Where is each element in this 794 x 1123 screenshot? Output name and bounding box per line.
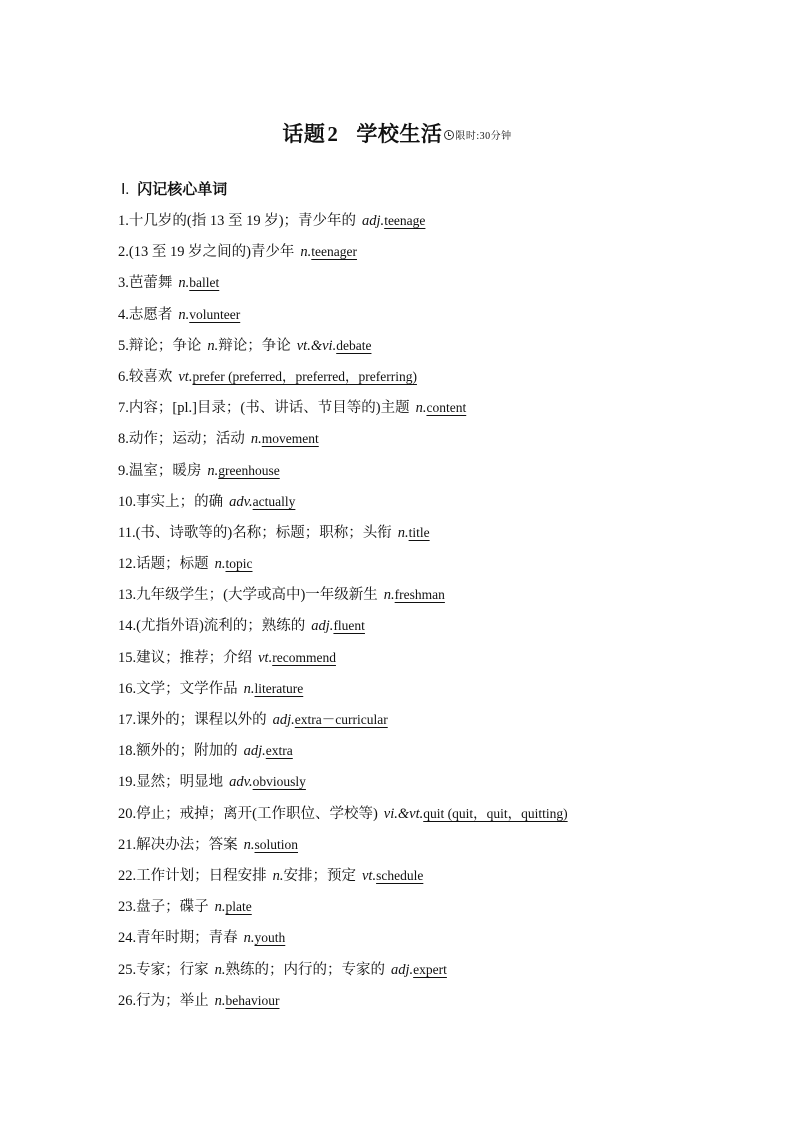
item-pos-secondary: adj. bbox=[391, 961, 414, 978]
item-pos-secondary: vt.&vi. bbox=[296, 337, 337, 354]
item-number: 14. bbox=[118, 618, 137, 635]
item-chinese: 停止；戒掉；离开(工作职位、学校等) bbox=[136, 805, 378, 822]
item-chinese: 解决办法；答案 bbox=[136, 836, 238, 853]
item-chinese: 事实上；的确 bbox=[136, 493, 224, 510]
item-answer: obviously bbox=[252, 774, 306, 790]
vocab-item bbox=[118, 205, 758, 236]
item-number: 25. bbox=[118, 961, 137, 978]
item-pos: n. bbox=[397, 524, 409, 541]
vocab-item bbox=[118, 455, 758, 486]
item-answer: prefer (preferred，preferred，preferring) bbox=[192, 368, 417, 384]
topic-name: 学校生活 bbox=[356, 122, 443, 146]
item-answer: youth bbox=[254, 930, 286, 946]
item-number: 4. bbox=[118, 306, 129, 323]
vocab-item bbox=[118, 392, 758, 423]
item-number: 5. bbox=[118, 337, 129, 354]
item-pos: adj. bbox=[311, 618, 334, 635]
item-chinese: 盘子；碟子 bbox=[136, 899, 209, 916]
item-pos: vi.&vt. bbox=[383, 805, 424, 822]
item-number: 24. bbox=[118, 930, 137, 947]
item-chinese: (书、诗歌等的)名称；标题；职称；头衔 bbox=[135, 524, 392, 541]
item-pos: n. bbox=[243, 930, 255, 947]
item-number: 22. bbox=[118, 867, 137, 884]
item-pos: n. bbox=[178, 275, 190, 292]
item-chinese: 温室；暖房 bbox=[128, 462, 202, 479]
item-chinese: 话题；标题 bbox=[136, 556, 209, 573]
item-pos: vt. bbox=[258, 649, 273, 666]
vocab-item bbox=[118, 798, 758, 829]
item-chinese: (13 至 19 岁之间的)青少年 bbox=[128, 244, 295, 261]
item-pos: n. bbox=[243, 680, 255, 697]
item-answer: behaviour bbox=[225, 992, 280, 1008]
vocab-item bbox=[118, 922, 758, 953]
item-pos: n. bbox=[272, 867, 284, 884]
item-chinese: (尤指外语)流利的；熟练的 bbox=[136, 618, 306, 635]
item-chinese: 内容；[pl.]目录；(书、讲话、节目等的)主题 bbox=[128, 400, 410, 417]
item-chinese: 建议；推荐；介绍 bbox=[136, 649, 253, 666]
topic-label: 话题 bbox=[282, 122, 326, 146]
topic-number: 2 bbox=[327, 122, 339, 146]
item-chinese: 十几岁的(指 13 至 19 岁)；青少年的 bbox=[128, 213, 357, 229]
item-number: 2. bbox=[118, 244, 129, 261]
item-extra-chinese: 安排；预定 bbox=[283, 867, 356, 884]
item-answer: solution bbox=[254, 836, 299, 852]
item-answer: schedule bbox=[376, 867, 424, 883]
vocab-item bbox=[118, 423, 758, 454]
item-answer: title bbox=[408, 524, 430, 540]
vocab-item bbox=[118, 299, 758, 330]
vocab-item bbox=[118, 954, 758, 985]
item-pos: adj. bbox=[243, 743, 266, 760]
item-answer: content bbox=[426, 400, 467, 416]
page-title bbox=[0, 118, 794, 148]
item-answer: plate bbox=[225, 899, 252, 915]
item-number: 1. bbox=[118, 213, 129, 229]
item-answer: topic bbox=[225, 556, 253, 572]
item-chinese: 额外的；附加的 bbox=[136, 743, 238, 760]
item-pos: adj. bbox=[272, 712, 295, 728]
vocab-item bbox=[118, 361, 758, 392]
item-pos: vt. bbox=[178, 368, 193, 385]
item-number: 6. bbox=[118, 368, 129, 385]
vocab-item bbox=[118, 579, 758, 610]
vocab-item bbox=[118, 860, 758, 891]
item-answer: actually bbox=[252, 493, 296, 509]
item-answer: movement bbox=[261, 431, 319, 447]
vocab-item bbox=[118, 642, 758, 673]
item-number: 21. bbox=[118, 836, 137, 853]
vocab-item bbox=[118, 891, 758, 922]
item-pos: n. bbox=[214, 961, 226, 978]
item-answer: fluent bbox=[333, 618, 365, 634]
vocab-item bbox=[118, 704, 758, 735]
item-pos: adv. bbox=[229, 774, 253, 791]
item-number: 18. bbox=[118, 743, 137, 760]
item-pos: adj. bbox=[362, 213, 385, 229]
item-answer: freshman bbox=[394, 587, 445, 603]
item-chinese: 芭蕾舞 bbox=[128, 275, 173, 292]
vocab-item bbox=[118, 330, 758, 361]
vocab-item bbox=[118, 610, 758, 641]
item-number: 3. bbox=[118, 275, 129, 292]
item-pos: n. bbox=[415, 400, 427, 417]
item-answer: quit (quit，quit，quitting) bbox=[423, 805, 568, 821]
item-pos: n. bbox=[300, 244, 312, 261]
item-number: 23. bbox=[118, 899, 137, 916]
item-answer: recommend bbox=[272, 649, 336, 665]
vocab-item bbox=[118, 985, 758, 1016]
clock-icon bbox=[444, 130, 454, 140]
item-answer: volunteer bbox=[189, 306, 241, 322]
item-pos: n. bbox=[243, 836, 255, 853]
item-pos: n. bbox=[178, 306, 190, 323]
item-pos-secondary: vt. bbox=[362, 867, 377, 884]
item-pos: n. bbox=[383, 587, 395, 604]
item-number: 17. bbox=[118, 712, 137, 728]
vocab-item bbox=[118, 766, 758, 797]
item-chinese: 青年时期；青春 bbox=[136, 930, 238, 947]
item-chinese: 动作；运动；活动 bbox=[128, 431, 245, 448]
item-number: 13. bbox=[118, 587, 137, 604]
vocab-item bbox=[118, 735, 758, 766]
item-number: 15. bbox=[118, 649, 137, 666]
item-number: 11. bbox=[118, 524, 136, 541]
item-number: 19. bbox=[118, 774, 137, 791]
section-numeral: Ⅰ. bbox=[121, 182, 130, 198]
item-answer: teenager bbox=[311, 244, 358, 260]
item-answer: teenage bbox=[384, 213, 426, 228]
time-limit bbox=[444, 131, 511, 142]
item-answer: expert bbox=[413, 961, 447, 977]
item-pos: adv. bbox=[229, 493, 253, 510]
item-number: 9. bbox=[118, 462, 129, 479]
item-chinese: 辩论；争论 bbox=[128, 337, 202, 354]
item-chinese: 显然；明显地 bbox=[136, 774, 224, 791]
item-pos: n. bbox=[214, 992, 226, 1009]
item-chinese: 工作计划；日程安排 bbox=[136, 867, 267, 884]
item-number: 10. bbox=[118, 493, 137, 510]
item-chinese: 九年级学生；(大学或高中)一年级新生 bbox=[136, 587, 378, 604]
item-answer: literature bbox=[254, 680, 304, 696]
item-number: 8. bbox=[118, 431, 129, 448]
item-answer: debate bbox=[336, 337, 372, 353]
vocab-item bbox=[118, 829, 758, 860]
item-number: 26. bbox=[118, 992, 137, 1009]
vocab-item bbox=[118, 267, 758, 298]
item-pos: n. bbox=[214, 556, 226, 573]
section-heading bbox=[121, 178, 227, 199]
item-chinese: 志愿者 bbox=[128, 306, 173, 323]
item-number: 12. bbox=[118, 556, 137, 573]
item-pos: n. bbox=[207, 462, 219, 479]
item-chinese: 较喜欢 bbox=[128, 368, 173, 385]
item-answer: greenhouse bbox=[218, 462, 280, 478]
item-chinese: 行为；举止 bbox=[136, 992, 209, 1009]
item-chinese: 文学；文学作品 bbox=[136, 680, 238, 697]
item-chinese: 课外的；课程以外的 bbox=[136, 712, 267, 728]
item-pos: n. bbox=[250, 431, 262, 448]
vocab-item bbox=[118, 236, 758, 267]
item-number: 20. bbox=[118, 805, 137, 822]
time-limit-text: 限时:30分钟 bbox=[455, 131, 512, 142]
item-answer: extra bbox=[265, 743, 293, 759]
item-answer: extra－curricular bbox=[294, 712, 388, 727]
item-answer: ballet bbox=[189, 275, 220, 291]
section-title: 闪记核心单词 bbox=[137, 180, 228, 198]
item-extra-chinese: 辩论；争论 bbox=[218, 337, 291, 354]
vocab-list bbox=[118, 205, 758, 1016]
item-number: 7. bbox=[118, 400, 129, 417]
item-chinese: 专家；行家 bbox=[136, 961, 209, 978]
vocab-item bbox=[118, 517, 758, 548]
vocab-item bbox=[118, 548, 758, 579]
vocab-item bbox=[118, 486, 758, 517]
item-extra-chinese: 熟练的；内行的；专家的 bbox=[225, 961, 385, 978]
vocab-item bbox=[118, 673, 758, 704]
item-pos: n. bbox=[207, 337, 219, 354]
item-number: 16. bbox=[118, 680, 137, 697]
item-pos: n. bbox=[214, 899, 226, 916]
